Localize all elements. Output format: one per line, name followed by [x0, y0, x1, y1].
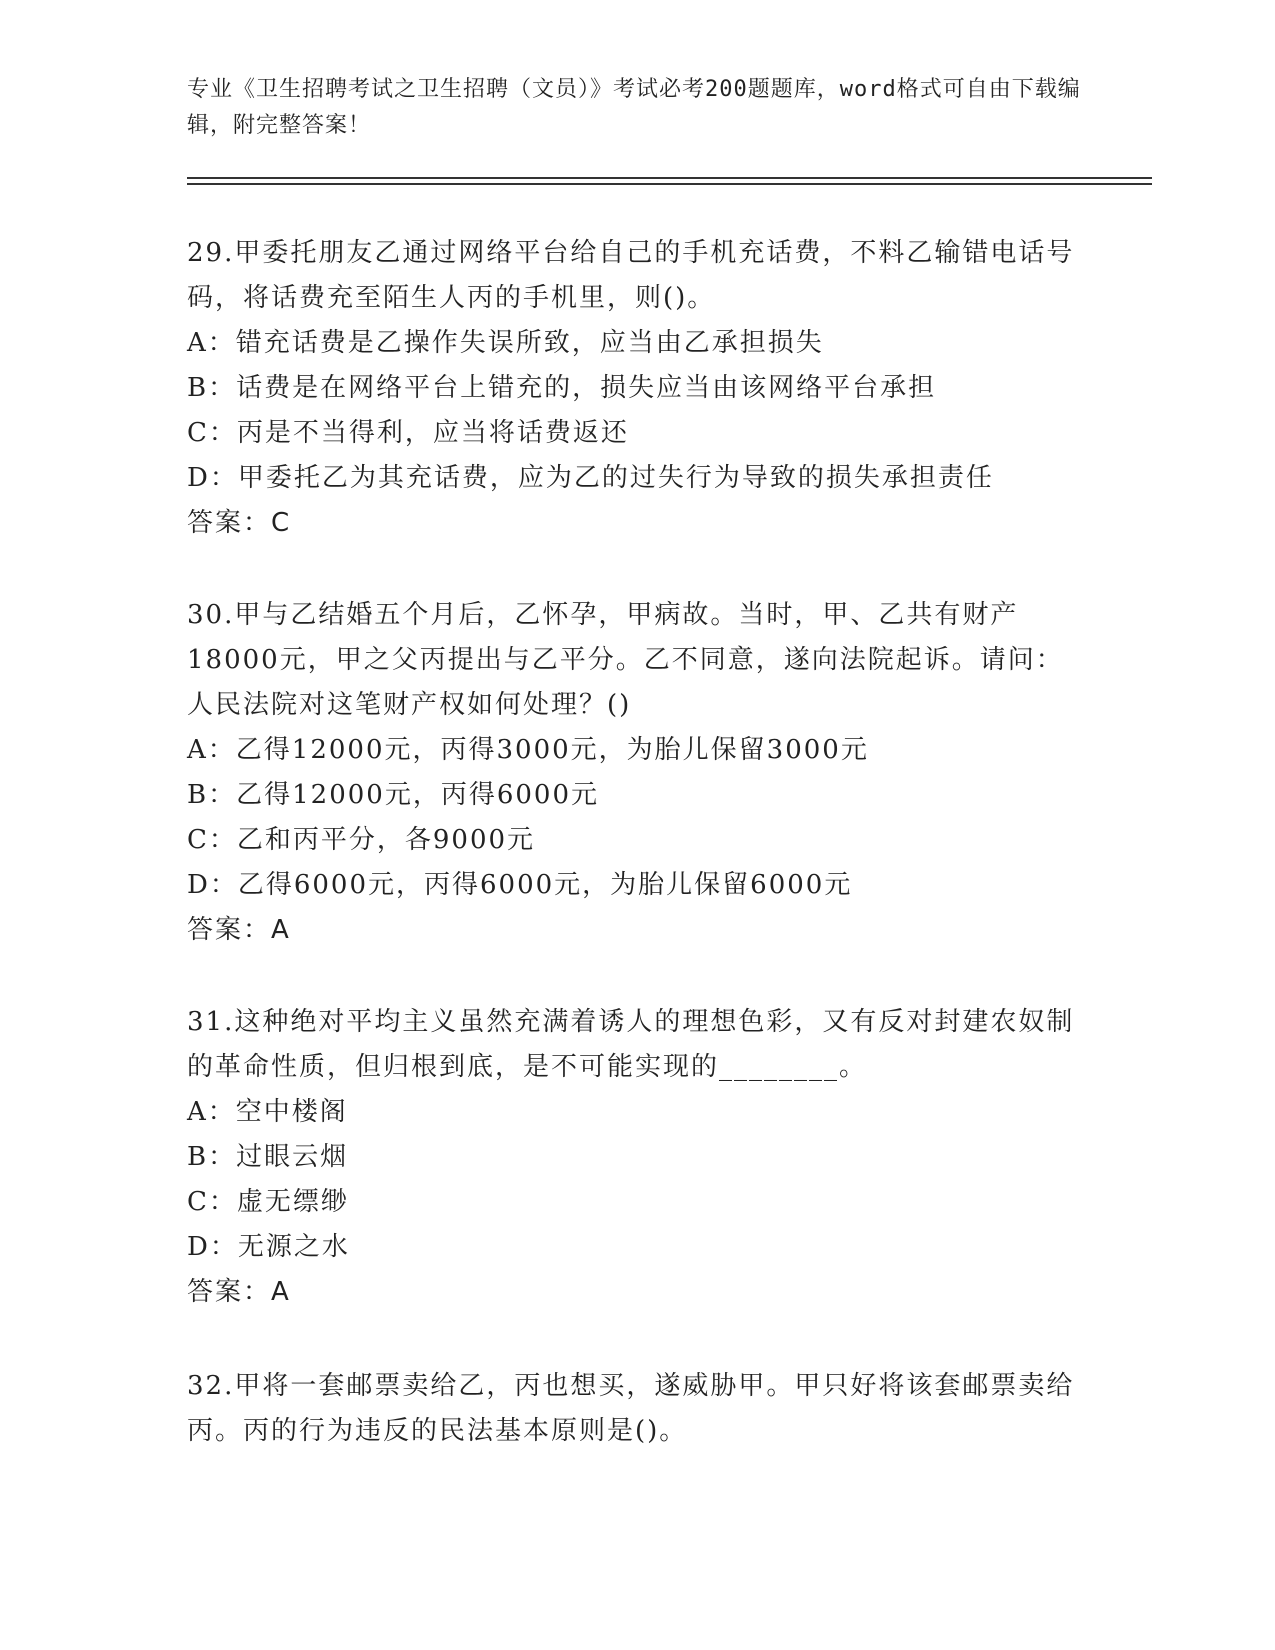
option-c: C：乙和丙平分，各9000元: [187, 825, 536, 855]
option-b: B：话费是在网络平台上错充的，损失应当由该网络平台承担: [187, 373, 937, 403]
question-31: [187, 1000, 1087, 1315]
question-stem: 29.甲委托朋友乙通过网络平台给自己的手机充话费，不料乙输错电话号码，将话费充至陌生人丙的手机里，则()。: [187, 238, 1075, 313]
question-stem: 32.甲将一套邮票卖给乙，丙也想买，遂威胁甲。甲只好将该套邮票卖给丙。丙的行为违反的民法基本原则是()。: [187, 1371, 1075, 1446]
option-d: D：甲委托乙为其充话费，应为乙的过失行为导致的损失承担责任: [187, 463, 994, 493]
header-rule-top: [187, 177, 1152, 179]
question-29: [187, 231, 1087, 546]
option-a: A：乙得12000元，丙得3000元，为胎儿保留3000元: [187, 735, 869, 765]
question-stem: 31.这种绝对平均主义虽然充满着诱人的理想色彩，又有反对封建农奴制的革命性质，但归根到底，是不可能实现的________。: [187, 1007, 1075, 1082]
option-d: D：乙得6000元，丙得6000元，为胎儿保留6000元: [187, 870, 853, 900]
answer: 答案：A: [187, 1277, 291, 1307]
option-a: A：错充话费是乙操作失误所致，应当由乙承担损失: [187, 328, 824, 358]
option-b: B：乙得12000元，丙得6000元: [187, 780, 599, 810]
document-header: [187, 72, 1087, 144]
header-text: 专业《卫生招聘考试之卫生招聘（文员）》考试必考200题题库，word格式可自由下载编辑，附完整答案！: [187, 77, 1081, 138]
option-c: C：虚无缥缈: [187, 1187, 349, 1217]
answer: 答案：C: [187, 508, 292, 538]
question-30: [187, 593, 1087, 953]
question-32: [187, 1364, 1087, 1454]
option-a: A：空中楼阁: [187, 1097, 348, 1127]
option-d: D：无源之水: [187, 1232, 350, 1262]
option-b: B：过眼云烟: [187, 1142, 349, 1172]
question-stem: 30.甲与乙结婚五个月后，乙怀孕，甲病故。当时，甲、乙共有财产18000元，甲之父丙提出与乙平分。乙不同意，遂向法院起诉。请问：人民法院对这笔财产权如何处理？(): [187, 600, 1064, 720]
option-c: C：丙是不当得利，应当将话费返还: [187, 418, 629, 448]
header-rule-bottom: [187, 183, 1152, 185]
answer: 答案：A: [187, 915, 291, 945]
